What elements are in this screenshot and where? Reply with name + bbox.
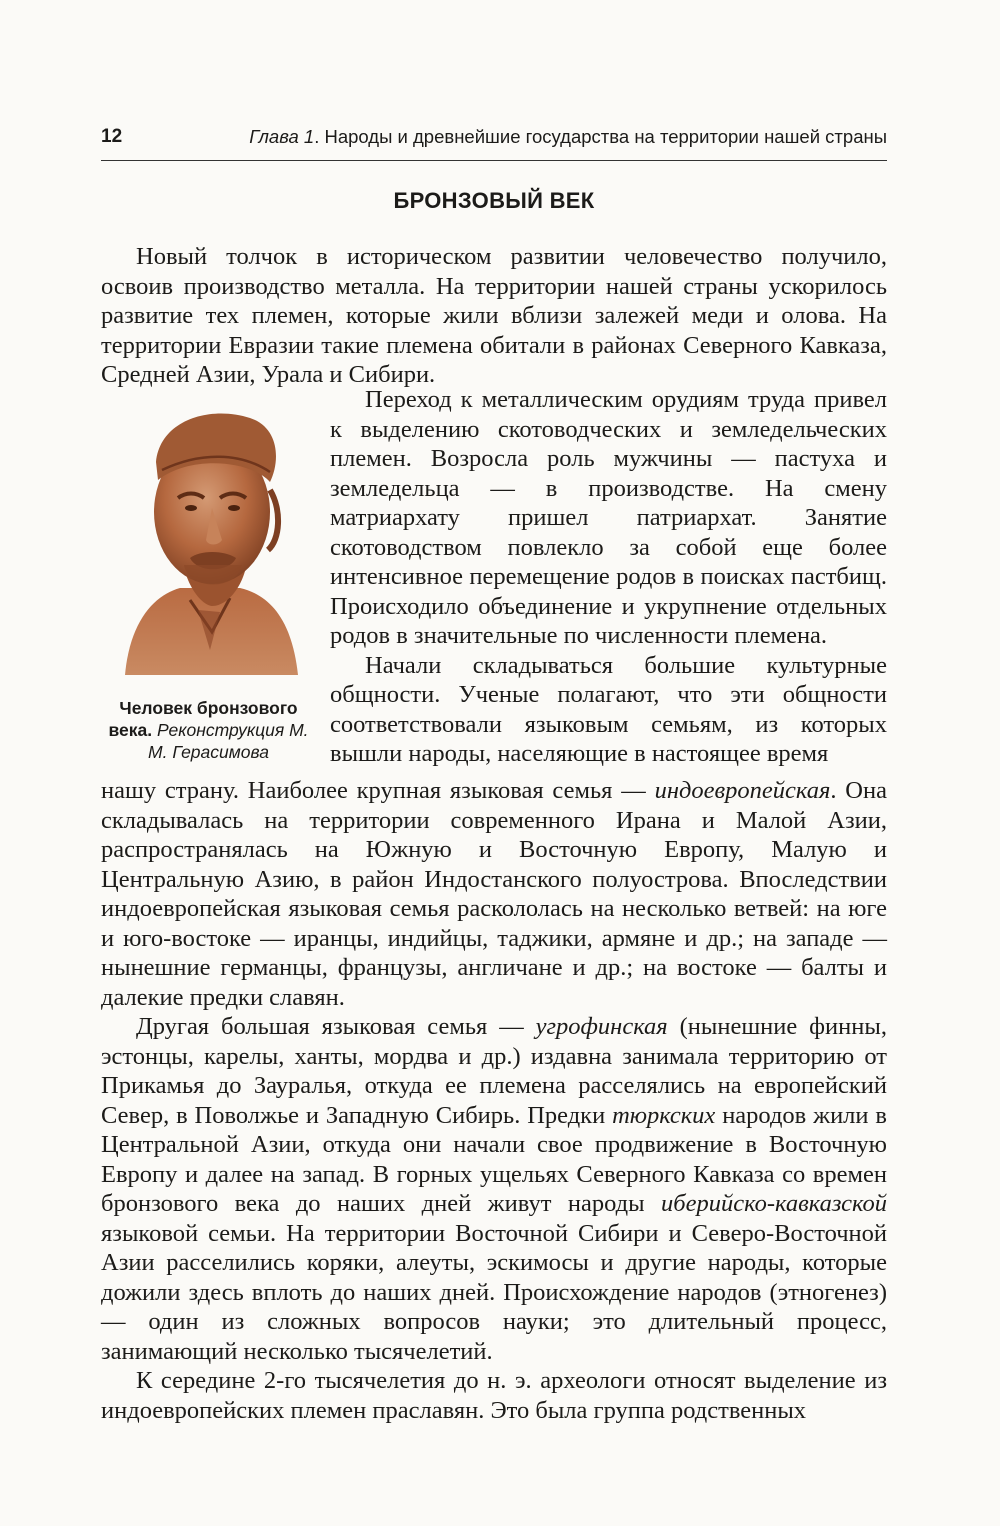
text-run: языковой семьи. На территории Восточной Сибири и Северо-Восточной Азии расселились коряки, алеуты, эскимосы и другие народы, которые дожили здесь вплоть до наших дней. Происхождение народов (этногенез) — один из сложных вопросов науки; это длительный процесс, занимающий несколько тысячелетий. [101,1219,887,1365]
text-block-main [101,776,887,1425]
text-run: . Она складывалась на территории современного Ирана и Малой Азии, распространялась на Южную и Восточную Европу, Малую и Центральную Азию, в район Индостанского полуострова. Впоследствии индоевропейская языковая семья раскололась на несколько ветвей: на юге и юго-востоке — иранцы, индийцы, таджики, армяне и др.; на западе — нынешние германцы, французы, англичане и др.; на востоке — балты и далекие предки славян. [101,777,887,1011]
chapter-prefix: Глава 1 [249,126,315,147]
caption-credit: Реконструкция М. М. Герасимова [148,720,309,762]
paragraph-1: Новый толчок в историческом развитии человечество получило, освоив производство металла. На территории нашей страны ускорилось развитие тех племен, которые жили вблизи залежей меди и олова. На территории Евразии такие племена обитали в районах Северного Кавказа, Средней Азии, Урала и Сибири. [101,243,887,388]
chapter-title [249,126,887,148]
figure-caption [101,697,316,763]
term-indo-european: индоевропейская [654,777,831,804]
page-number: 12 [101,126,123,147]
caption-title: Человек бронзового века. [108,698,298,740]
section-heading: БРОНЗОВЫЙ ВЕК [393,188,595,213]
paragraph-4 [101,1012,887,1366]
chapter-title-text: . Народы и древнейшие государства на территории нашей страны [314,126,887,147]
term-ibero-caucasian: иберийско-кавказской [661,1190,887,1217]
paragraph-3-start: Начали складываться большие культурные общности. Ученые полагают, что эти общности соответствовали языковым семьям, из которых вышли народы, населяющие в настоящее время [330,651,887,767]
paragraph-3-continued [101,776,887,1012]
text-run: народов жили в Центральной Азии, откуда они начали свое продвижение в Восточную Европу и далее на запад. В горных ущельях Северного Кавказа со времен бронзового века до наших дней живут народы [101,1101,887,1217]
term-turkic: тюркских [612,1101,716,1129]
text-run: нашу страну. Наиболее крупная языковая семья — [101,777,655,804]
text-run: Другая большая языковая семья — [136,1013,536,1040]
running-head [101,126,887,156]
text-block-beside-figure [330,385,887,769]
term-finno-ugric: угрофинская [535,1013,668,1040]
paragraph-5: К середине 2-го тысячелетия до н. э. археологи относят выделение из индоевропейских племен праславян. Это была группа родственных [101,1367,887,1424]
text-run: (нынешние финны, эстонцы, карелы, ханты, мордва и др.) издавна занимала территорию от Прикамья до Зауралья, откуда ее племена расселялись на европейский Север, в Поволжье и Западную Сибирь. Предки [101,1013,887,1129]
header-rule [101,160,887,161]
paragraph-2: Переход к металлическим орудиям труда привел к выделению скотоводческих и земледельческих племен. Возросла роль мужчины — пастуха и земледельца — в производстве. На смену матриархату пришел патриархат. Занятие скотоводством повлекло за собой еще более интенсивное перемещение родов в поисках пастбищ. Происходило объединение и укрупнение отдельных родов в значительные по численности племена. [330,386,887,649]
text-block-intro [101,242,887,390]
bronze-age-man-bust-icon [120,400,300,675]
